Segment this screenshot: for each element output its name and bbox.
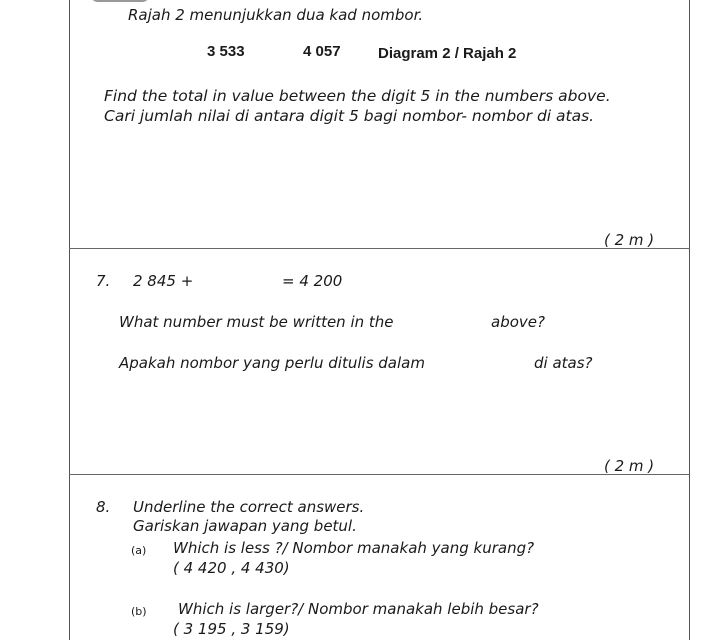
q8-instruction-en: Underline the correct answers. — [133, 498, 365, 516]
q7-equation-right: = 4 200 — [282, 272, 343, 290]
q8a-label: (a) — [131, 544, 147, 557]
number-card-1: 3 533 — [207, 43, 245, 60]
q7-question-en-end: above? — [491, 313, 545, 331]
q8-number: 8. — [96, 498, 111, 516]
q7-marks: ( 2 m ) — [604, 457, 655, 475]
cropped-glyph — [90, 0, 150, 2]
section-divider — [69, 474, 690, 475]
q8-instruction-ms: Gariskan jawapan yang betul. — [133, 517, 357, 535]
q7-equation-left: 2 845 + — [133, 272, 194, 290]
q6-instruction-en: Find the total in value between the digit 5 in the numbers above. — [104, 87, 611, 105]
q6-instruction-ms: Cari jumlah nilai di antara digit 5 bagi nombor- nombor di atas. — [104, 107, 595, 125]
q8b-options[interactable]: ( 3 195 , 3 159) — [173, 620, 290, 638]
section-divider — [69, 248, 690, 249]
q8b-question: Which is larger?/ Nombor manakah lebih besar? — [178, 600, 539, 618]
q6-intro: Rajah 2 menunjukkan dua kad nombor. — [128, 6, 424, 24]
diagram-caption: Diagram 2 / Rajah 2 — [378, 45, 517, 62]
q7-question-en: What number must be written in the — [119, 313, 394, 331]
q8a-question: Which is less ?/ Nombor manakah yang kurang? — [173, 539, 535, 557]
q8a-options[interactable]: ( 4 420 , 4 430) — [173, 559, 290, 577]
q6-marks: ( 2 m ) — [604, 231, 655, 249]
q7-number: 7. — [96, 272, 111, 290]
q7-question-ms: Apakah nombor yang perlu ditulis dalam — [119, 354, 425, 372]
q8b-label: (b) — [131, 605, 147, 618]
number-card-2: 4 057 — [303, 43, 341, 60]
q7-question-ms-end: di atas? — [534, 354, 593, 372]
